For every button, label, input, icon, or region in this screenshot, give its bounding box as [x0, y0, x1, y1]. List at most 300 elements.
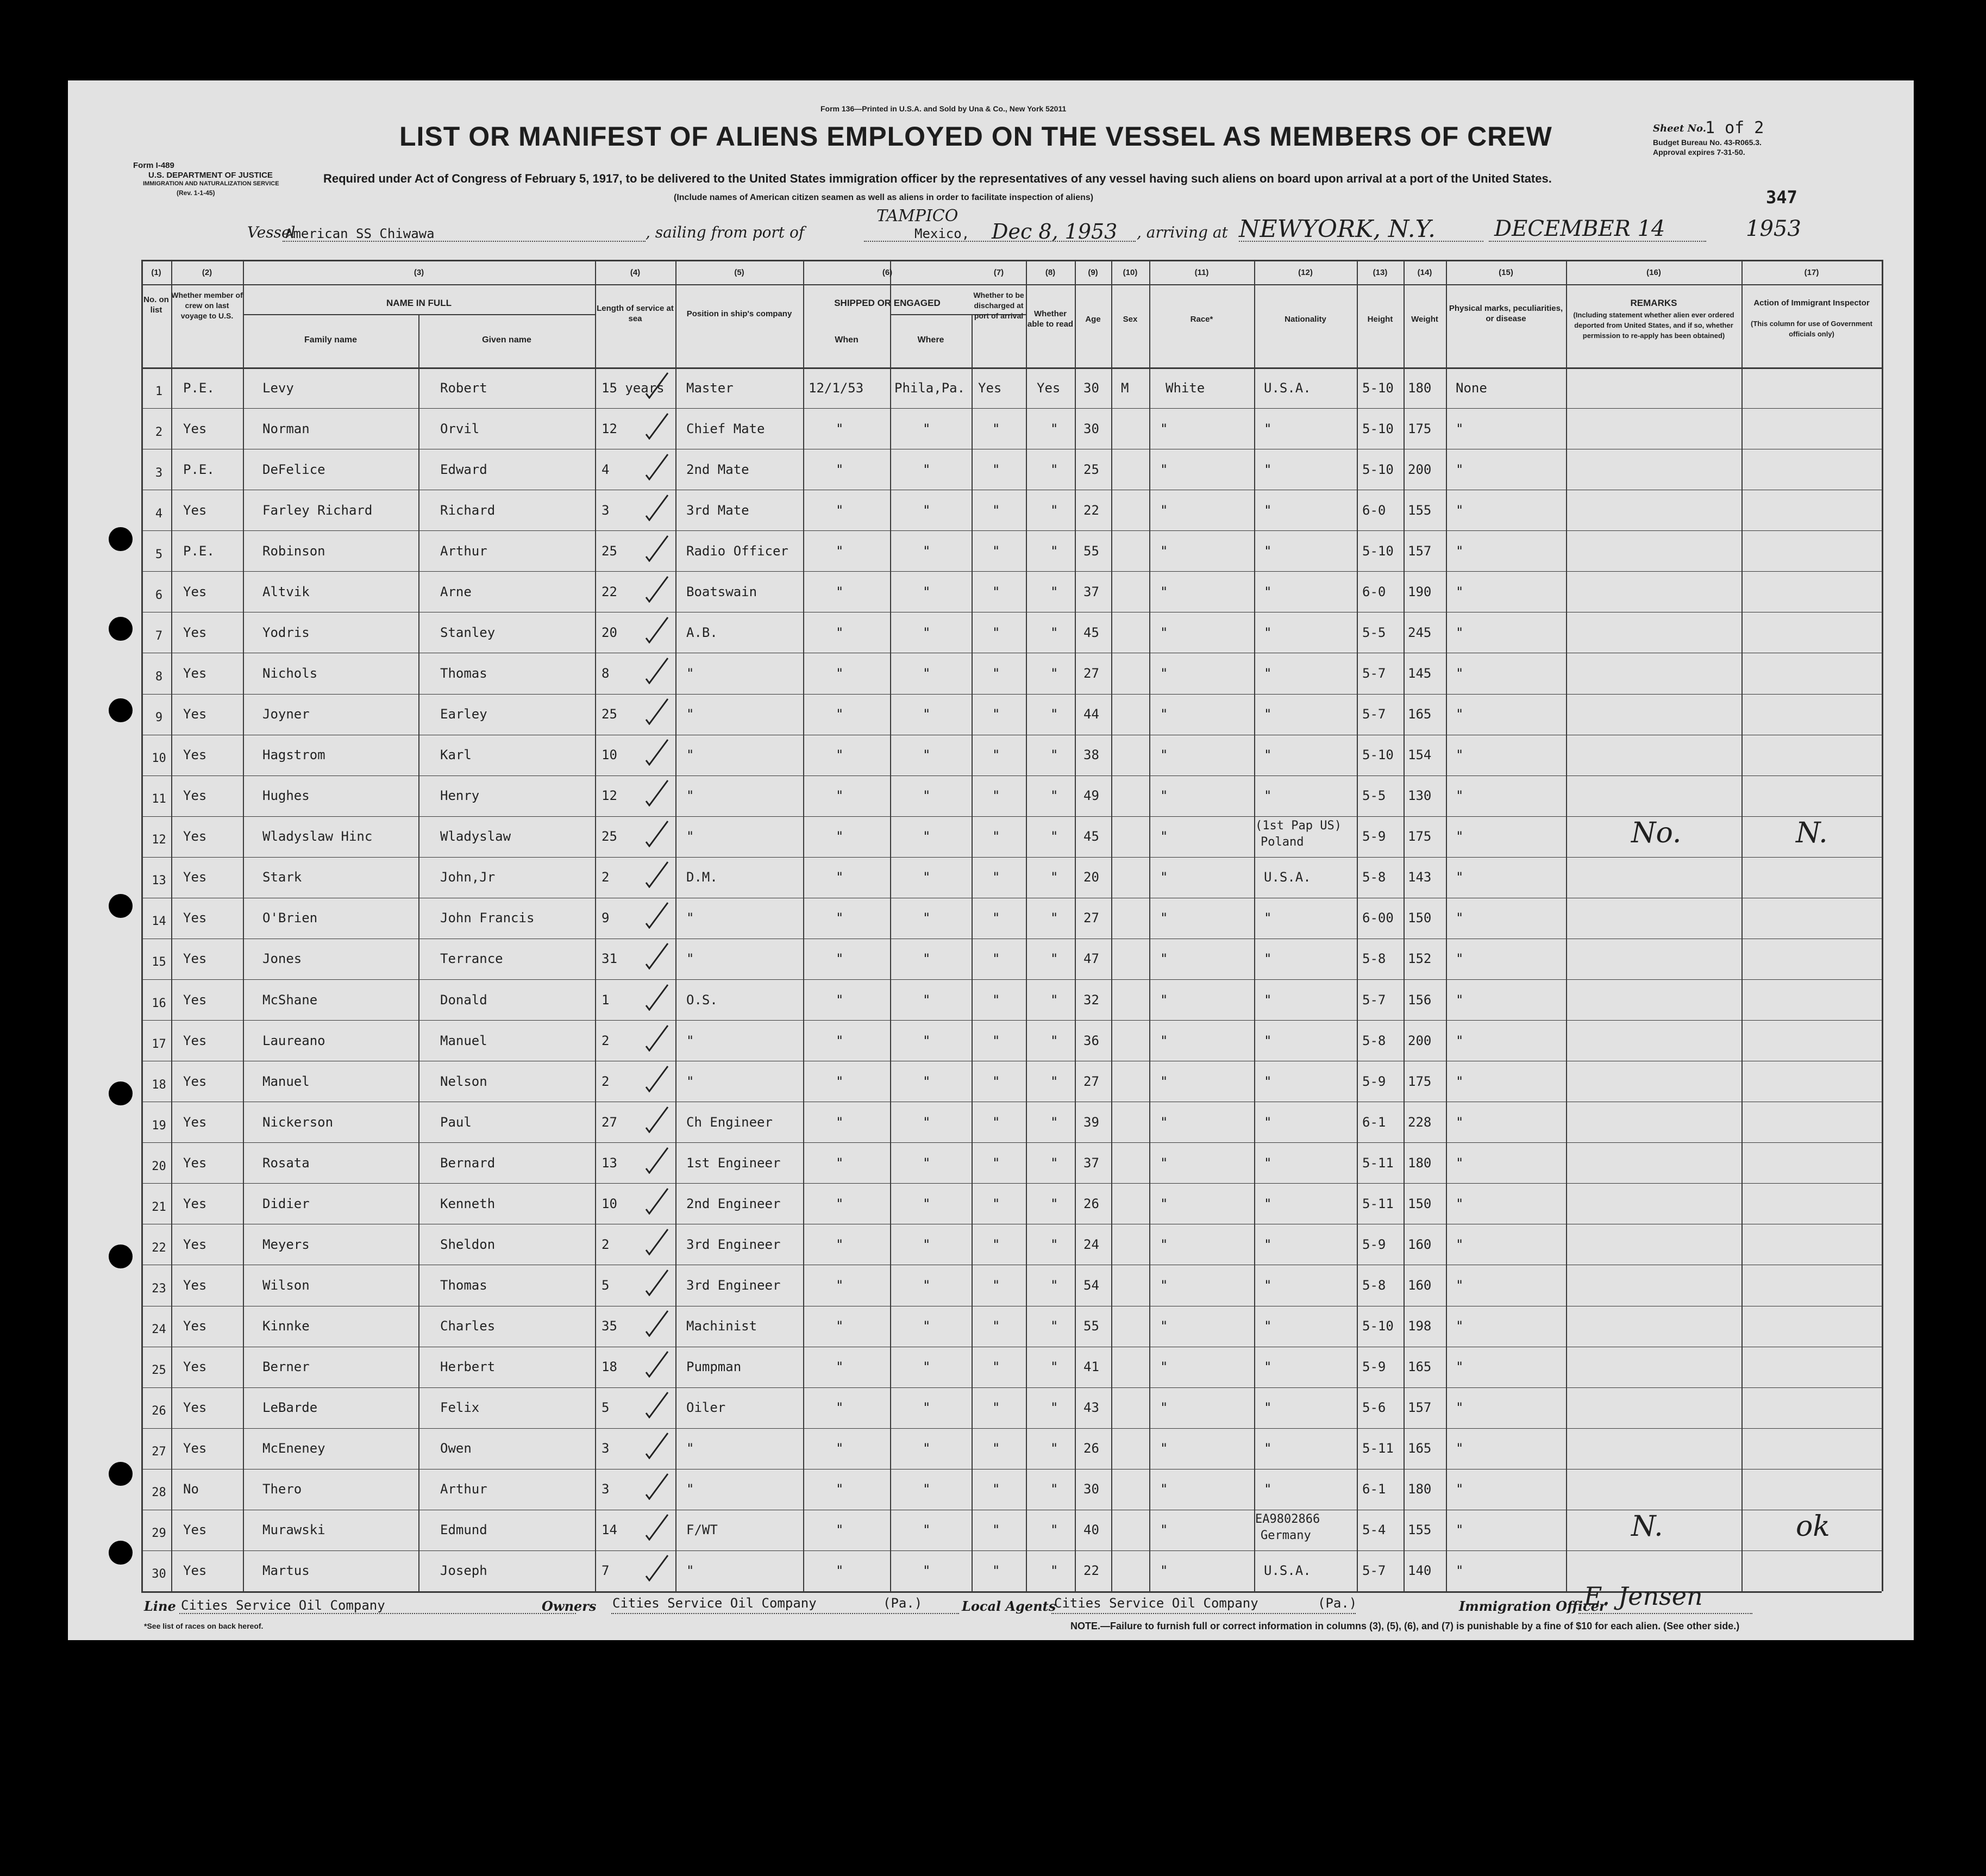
- manifest-sheet: [68, 80, 1914, 1640]
- given-name-cell: Arne: [440, 584, 472, 599]
- given-name-cell: Manuel: [440, 1033, 487, 1048]
- binder-hole: [109, 617, 133, 641]
- height-cell: 5-8: [1362, 951, 1386, 967]
- nationality-cell: ": [1264, 910, 1272, 926]
- check-tick-icon: [644, 1309, 670, 1337]
- where-cell: ": [923, 1563, 931, 1579]
- check-tick-icon: [644, 656, 670, 684]
- race-cell: ": [1160, 543, 1168, 559]
- position-cell: Boatswain: [686, 584, 757, 599]
- arrival-port: NEWYORK, N.Y.: [1239, 215, 1436, 243]
- height-cell: 5-10: [1362, 543, 1394, 559]
- line-label: Line: [144, 1598, 176, 1614]
- read-cell: ": [1050, 1359, 1058, 1375]
- row-number: 14: [152, 915, 166, 929]
- weight-cell: 165: [1408, 1359, 1432, 1375]
- nationality-cell: ": [1264, 1278, 1272, 1293]
- family-name-cell: Kinnke: [262, 1318, 310, 1334]
- row-number: 27: [152, 1445, 166, 1459]
- nationality-cell: ": [1264, 1114, 1272, 1130]
- column-divider: [1357, 260, 1358, 1591]
- where-cell: ": [923, 829, 931, 845]
- read-cell: ": [1050, 421, 1058, 436]
- check-tick-icon: [644, 1349, 670, 1378]
- nationality-cell: ": [1264, 502, 1272, 518]
- family-name-cell: Manuel: [262, 1073, 310, 1089]
- row-number: 15: [152, 955, 166, 970]
- row-number: 23: [152, 1282, 166, 1296]
- when-cell: ": [836, 706, 844, 722]
- marks-cell: ": [1456, 1563, 1464, 1579]
- discharged-cell: ": [992, 1400, 1000, 1416]
- when-cell: ": [836, 1563, 844, 1579]
- age-cell: 45: [1083, 624, 1099, 640]
- prior-voyage-cell: Yes: [183, 1033, 207, 1048]
- service-cell: 8: [602, 666, 610, 681]
- age-cell: 25: [1083, 461, 1099, 477]
- race-cell: ": [1160, 829, 1168, 845]
- service-cell: 10: [602, 747, 617, 763]
- when-cell: ": [836, 747, 844, 763]
- race-cell: ": [1160, 1278, 1168, 1293]
- given-name-cell: Owen: [440, 1441, 472, 1456]
- nationality-cell: ": [1264, 624, 1272, 640]
- port-underline: [864, 241, 1136, 242]
- read-cell: ": [1050, 502, 1058, 518]
- race-cell: ": [1160, 461, 1168, 477]
- family-name-cell: O'Brien: [262, 910, 318, 926]
- nationality-cell: ": [1264, 461, 1272, 477]
- row-divider: [141, 1020, 1882, 1021]
- given-name-cell: Karl: [440, 747, 472, 763]
- age-cell: 27: [1083, 1073, 1099, 1089]
- height-cell: 5-6: [1362, 1400, 1386, 1416]
- read-cell: ": [1050, 992, 1058, 1008]
- col-header-action-note: (This column for use of Government officials only): [1751, 320, 1872, 338]
- position-cell: ": [686, 1481, 694, 1497]
- age-cell: 27: [1083, 910, 1099, 926]
- service-cell: 15 years: [602, 380, 665, 396]
- agents-state: (Pa.): [1318, 1596, 1357, 1611]
- age-cell: 39: [1083, 1114, 1099, 1130]
- nationality-cell: ": [1264, 666, 1272, 681]
- check-tick-icon: [644, 574, 670, 603]
- weight-cell: 155: [1408, 1522, 1432, 1538]
- family-name-cell: Thero: [262, 1481, 302, 1497]
- given-name-cell: Herbert: [440, 1359, 496, 1375]
- check-tick-icon: [644, 1186, 670, 1215]
- year: 1953: [1746, 216, 1801, 241]
- marks-cell: ": [1456, 1033, 1464, 1048]
- row-number: 10: [152, 752, 166, 766]
- column-divider: [1026, 260, 1027, 1591]
- service-cell: 20: [602, 624, 617, 640]
- row-number: 6: [155, 588, 163, 602]
- prior-voyage-cell: Yes: [183, 1236, 207, 1252]
- nationality-note-cell: (1st Pap US): [1255, 819, 1342, 833]
- race-cell: ": [1160, 502, 1168, 518]
- where-cell: ": [923, 1114, 931, 1130]
- nationality-cell: ": [1264, 1441, 1272, 1456]
- port-handwritten: TAMPICO: [876, 207, 958, 226]
- read-cell: ": [1050, 1236, 1058, 1252]
- column-divider: [243, 260, 244, 1591]
- race-cell: ": [1160, 992, 1168, 1008]
- race-cell: ": [1160, 584, 1168, 599]
- position-cell: Master: [686, 380, 734, 396]
- service-cell: 12: [602, 788, 617, 804]
- weight-cell: 175: [1408, 829, 1432, 845]
- given-name-cell: Wladyslaw: [440, 829, 511, 845]
- row-divider: [141, 857, 1882, 858]
- read-cell: ": [1050, 870, 1058, 885]
- prior-voyage-cell: Yes: [183, 421, 207, 436]
- column-divider: [1446, 260, 1447, 1591]
- weight-cell: 152: [1408, 951, 1432, 967]
- column-divider: [1075, 260, 1076, 1591]
- height-cell: 5-5: [1362, 624, 1386, 640]
- marks-cell: ": [1456, 1114, 1464, 1130]
- action-handwritten: N.: [1796, 817, 1828, 850]
- col-number-name: (3): [414, 268, 424, 277]
- col-header-remarks: REMARKS: [1630, 298, 1677, 308]
- binder-hole: [109, 894, 133, 918]
- when-cell: ": [836, 1033, 844, 1048]
- age-cell: 30: [1083, 380, 1099, 396]
- read-cell: ": [1050, 584, 1058, 599]
- marks-cell: ": [1456, 1073, 1464, 1089]
- height-cell: 5-7: [1362, 1563, 1386, 1579]
- nationality-cell: ": [1264, 1155, 1272, 1171]
- arrival-date: DECEMBER 14: [1494, 216, 1665, 241]
- where-cell: ": [923, 788, 931, 804]
- action-handwritten: ok: [1796, 1510, 1830, 1543]
- col-header-age: Age: [1085, 315, 1101, 324]
- race-cell: ": [1160, 1400, 1168, 1416]
- row-divider: [141, 1387, 1882, 1388]
- arriving-label: , arriving at: [1137, 223, 1228, 241]
- family-name-cell: Nichols: [262, 666, 318, 681]
- col-header-when: When: [835, 335, 859, 345]
- given-name-cell: Joseph: [440, 1563, 487, 1579]
- age-cell: 38: [1083, 747, 1099, 763]
- col-number-shipped: (6): [882, 268, 893, 277]
- row-divider: [141, 571, 1882, 572]
- check-tick-icon: [644, 1390, 670, 1418]
- row-divider: [141, 1428, 1882, 1429]
- nationality-cell: U.S.A.: [1264, 380, 1311, 396]
- height-cell: 5-9: [1362, 1359, 1386, 1375]
- age-cell: 36: [1083, 1033, 1099, 1048]
- when-cell: ": [836, 1400, 844, 1416]
- col-header-remarks-note: (Including statement whether alien ever ordered deported from United States, and if so, whether permission to re-apply has been obtained): [1573, 311, 1734, 340]
- when-cell: ": [836, 461, 844, 477]
- marks-cell: ": [1456, 870, 1464, 885]
- service-cell: 2: [602, 1033, 610, 1048]
- column-divider: [595, 260, 596, 1591]
- discharged-cell: ": [992, 1196, 1000, 1211]
- row-number: 21: [152, 1200, 166, 1214]
- nationality-cell: ": [1264, 1033, 1272, 1048]
- height-cell: 6-1: [1362, 1481, 1386, 1497]
- position-cell: Chief Mate: [686, 421, 765, 436]
- family-name-cell: Yodris: [262, 624, 310, 640]
- where-cell: ": [923, 1522, 931, 1538]
- row-number: 17: [152, 1037, 166, 1051]
- discharged-cell: ": [992, 1563, 1000, 1579]
- age-cell: 24: [1083, 1236, 1099, 1252]
- height-cell: 5-8: [1362, 1278, 1386, 1293]
- column-divider: [675, 260, 676, 1591]
- row-number: 20: [152, 1159, 166, 1173]
- age-cell: 55: [1083, 1318, 1099, 1334]
- height-cell: 5-7: [1362, 666, 1386, 681]
- service-cell: 25: [602, 706, 617, 722]
- check-tick-icon: [644, 1105, 670, 1133]
- family-name-cell: Didier: [262, 1196, 310, 1211]
- marks-cell: None: [1456, 380, 1487, 396]
- name-subheader-line: [243, 314, 595, 315]
- prior-voyage-cell: Yes: [183, 1114, 207, 1130]
- when-cell: ": [836, 1196, 844, 1211]
- race-cell: ": [1160, 1033, 1168, 1048]
- position-cell: 3rd Engineer: [686, 1278, 781, 1293]
- given-name-cell: Richard: [440, 502, 496, 518]
- age-cell: 43: [1083, 1400, 1099, 1416]
- note-line: (Include names of American citizen seamen as well as aliens in order to facilitate inspection of aliens): [674, 193, 1094, 202]
- height-cell: 5-11: [1362, 1196, 1394, 1211]
- vessel-label: Vessel: [247, 223, 296, 241]
- prior-voyage-cell: Yes: [183, 1196, 207, 1211]
- position-cell: 3rd Engineer: [686, 1236, 781, 1252]
- age-cell: 26: [1083, 1196, 1099, 1211]
- position-cell: O.S.: [686, 992, 718, 1008]
- discharged-cell: Yes: [978, 380, 1002, 396]
- vessel-name: American SS Chiwawa: [285, 226, 435, 241]
- weight-cell: 156: [1408, 992, 1432, 1008]
- check-tick-icon: [644, 371, 670, 399]
- prior-voyage-cell: Yes: [183, 870, 207, 885]
- discharged-cell: ": [992, 461, 1000, 477]
- height-cell: 6-1: [1362, 1114, 1386, 1130]
- age-cell: 54: [1083, 1278, 1099, 1293]
- where-cell: ": [923, 870, 931, 885]
- race-cell: ": [1160, 1236, 1168, 1252]
- check-tick-icon: [644, 1472, 670, 1500]
- check-tick-icon: [644, 778, 670, 806]
- marks-cell: ": [1456, 1318, 1464, 1334]
- read-cell: ": [1050, 829, 1058, 845]
- age-cell: 44: [1083, 706, 1099, 722]
- marks-cell: ": [1456, 502, 1464, 518]
- sailing-label: , sailing from port of: [646, 223, 805, 241]
- position-cell: ": [686, 1563, 694, 1579]
- weight-cell: 245: [1408, 624, 1432, 640]
- weight-cell: 165: [1408, 1441, 1432, 1456]
- column-divider: [1254, 260, 1255, 1591]
- prior-voyage-cell: No: [183, 1481, 199, 1497]
- height-cell: 5-10: [1362, 380, 1394, 396]
- position-cell: ": [686, 910, 694, 926]
- printer-line: Form 136—Printed in U.S.A. and Sold by Una & Co., New York 52011: [820, 104, 1067, 113]
- row-number: 28: [152, 1486, 166, 1500]
- where-cell: ": [923, 910, 931, 926]
- check-tick-icon: [644, 534, 670, 562]
- weight-cell: 143: [1408, 870, 1432, 885]
- col-header-race: Race*: [1190, 315, 1213, 324]
- marks-cell: ": [1456, 1155, 1464, 1171]
- read-cell: ": [1050, 951, 1058, 967]
- binder-hole: [109, 1245, 133, 1268]
- given-name-cell: Edward: [440, 461, 487, 477]
- column-divider: [972, 314, 973, 1591]
- remarks-handwritten: No.: [1631, 817, 1682, 850]
- col-header-weight: Weight: [1411, 315, 1438, 324]
- row-number: 7: [155, 629, 163, 643]
- given-name-cell: Stanley: [440, 624, 496, 640]
- nationality-cell: ": [1264, 951, 1272, 967]
- check-tick-icon: [644, 1064, 670, 1092]
- read-cell: ": [1050, 788, 1058, 804]
- row-number: 25: [152, 1364, 166, 1378]
- position-cell: D.M.: [686, 870, 718, 885]
- weight-cell: 180: [1408, 1481, 1432, 1497]
- weight-cell: 154: [1408, 747, 1432, 763]
- vessel-underline: [283, 241, 646, 242]
- family-name-cell: Murawski: [262, 1522, 325, 1538]
- family-name-cell: Wilson: [262, 1278, 310, 1293]
- height-cell: 5-10: [1362, 747, 1394, 763]
- col-header-no: No. on list: [143, 295, 169, 315]
- check-tick-icon: [644, 1023, 670, 1052]
- row-number: 2: [155, 425, 163, 439]
- check-tick-icon: [644, 1146, 670, 1174]
- height-cell: 5-9: [1362, 1236, 1386, 1252]
- binder-hole: [109, 1081, 133, 1105]
- family-name-cell: Robinson: [262, 543, 325, 559]
- given-name-cell: Henry: [440, 788, 480, 804]
- when-cell: ": [836, 1278, 844, 1293]
- col-header-given: Given name: [482, 335, 531, 345]
- weight-cell: 200: [1408, 1033, 1432, 1048]
- where-cell: ": [923, 502, 931, 518]
- service-cell: 7: [602, 1563, 610, 1579]
- given-name-cell: Arthur: [440, 543, 487, 559]
- col-header-service: Length of service at sea: [597, 304, 674, 323]
- family-name-cell: Meyers: [262, 1236, 310, 1252]
- column-divider: [418, 314, 419, 1591]
- race-cell: ": [1160, 1359, 1168, 1375]
- nationality-cell: ": [1264, 1481, 1272, 1497]
- footer-note: NOTE.—Failure to furnish full or correct information in columns (3), (5), (6), and (7) is punishable by a fine of $10 for each alien. (See other side.): [1070, 1621, 1740, 1631]
- row-number: 3: [155, 466, 163, 480]
- column-divider: [1882, 260, 1883, 1591]
- read-cell: ": [1050, 1400, 1058, 1416]
- read-cell: ": [1050, 706, 1058, 722]
- where-cell: ": [923, 1278, 931, 1293]
- weight-cell: 180: [1408, 1155, 1432, 1171]
- position-cell: Radio Officer: [686, 543, 788, 559]
- col-number-weight: (14): [1417, 268, 1432, 277]
- read-cell: ": [1050, 1481, 1058, 1497]
- sheet-value: 1 of 2: [1705, 118, 1764, 137]
- service-cell: 14: [602, 1522, 617, 1538]
- where-cell: ": [923, 992, 931, 1008]
- check-tick-icon: [644, 1227, 670, 1255]
- col-number-nationality: (12): [1298, 268, 1313, 277]
- when-cell: ": [836, 788, 844, 804]
- service: IMMIGRATION AND NATURALIZATION SERVICE: [143, 180, 279, 187]
- row-number: 16: [152, 996, 166, 1010]
- given-name-cell: Felix: [440, 1400, 480, 1416]
- prior-voyage-cell: Yes: [183, 624, 207, 640]
- discharged-cell: ": [992, 1155, 1000, 1171]
- service-cell: 13: [602, 1155, 617, 1171]
- position-cell: 3rd Mate: [686, 502, 749, 518]
- position-cell: ": [686, 951, 694, 967]
- age-cell: 49: [1083, 788, 1099, 804]
- prior-voyage-cell: Yes: [183, 1318, 207, 1334]
- weight-cell: 160: [1408, 1236, 1432, 1252]
- marks-cell: ": [1456, 992, 1464, 1008]
- race-cell: ": [1160, 1155, 1168, 1171]
- age-cell: 22: [1083, 502, 1099, 518]
- family-name-cell: Norman: [262, 421, 310, 436]
- column-divider: [890, 260, 891, 1591]
- nationality-cell: Germany: [1261, 1529, 1311, 1543]
- race-cell: ": [1160, 870, 1168, 885]
- col-header-height: Height: [1367, 315, 1393, 324]
- height-cell: 5-10: [1362, 461, 1394, 477]
- race-cell: ": [1160, 421, 1168, 436]
- height-cell: 6-0: [1362, 584, 1386, 599]
- discharged-cell: ": [992, 951, 1000, 967]
- family-name-cell: Laureano: [262, 1033, 325, 1048]
- age-cell: 26: [1083, 1441, 1099, 1456]
- race-cell: ": [1160, 666, 1168, 681]
- read-cell: ": [1050, 1196, 1058, 1211]
- race-cell: ": [1160, 1114, 1168, 1130]
- read-cell: ": [1050, 1114, 1058, 1130]
- height-cell: 5-5: [1362, 788, 1386, 804]
- prior-voyage-cell: Yes: [183, 1441, 207, 1456]
- where-cell: ": [923, 1033, 931, 1048]
- nationality-cell: ": [1264, 1400, 1272, 1416]
- where-cell: ": [923, 584, 931, 599]
- race-cell: ": [1160, 1441, 1168, 1456]
- discharged-cell: ": [992, 1114, 1000, 1130]
- prior-voyage-cell: Yes: [183, 1400, 207, 1416]
- prior-voyage-cell: Yes: [183, 666, 207, 681]
- weight-cell: 145: [1408, 666, 1432, 681]
- agents-label: Local Agents: [962, 1598, 1056, 1614]
- discharged-cell: ": [992, 1318, 1000, 1334]
- given-name-cell: Nelson: [440, 1073, 487, 1089]
- position-cell: Ch Engineer: [686, 1114, 773, 1130]
- col-number-position: (5): [734, 268, 744, 277]
- age-cell: 40: [1083, 1522, 1099, 1538]
- where-cell: ": [923, 624, 931, 640]
- service-cell: 18: [602, 1359, 617, 1375]
- weight-cell: 198: [1408, 1318, 1432, 1334]
- row-divider: [141, 1183, 1882, 1184]
- height-cell: 5-8: [1362, 870, 1386, 885]
- marks-cell: ": [1456, 829, 1464, 845]
- prior-voyage-cell: Yes: [183, 1359, 207, 1375]
- race-cell: White: [1166, 380, 1205, 396]
- col-number-no: (1): [151, 268, 161, 277]
- read-cell: ": [1050, 461, 1058, 477]
